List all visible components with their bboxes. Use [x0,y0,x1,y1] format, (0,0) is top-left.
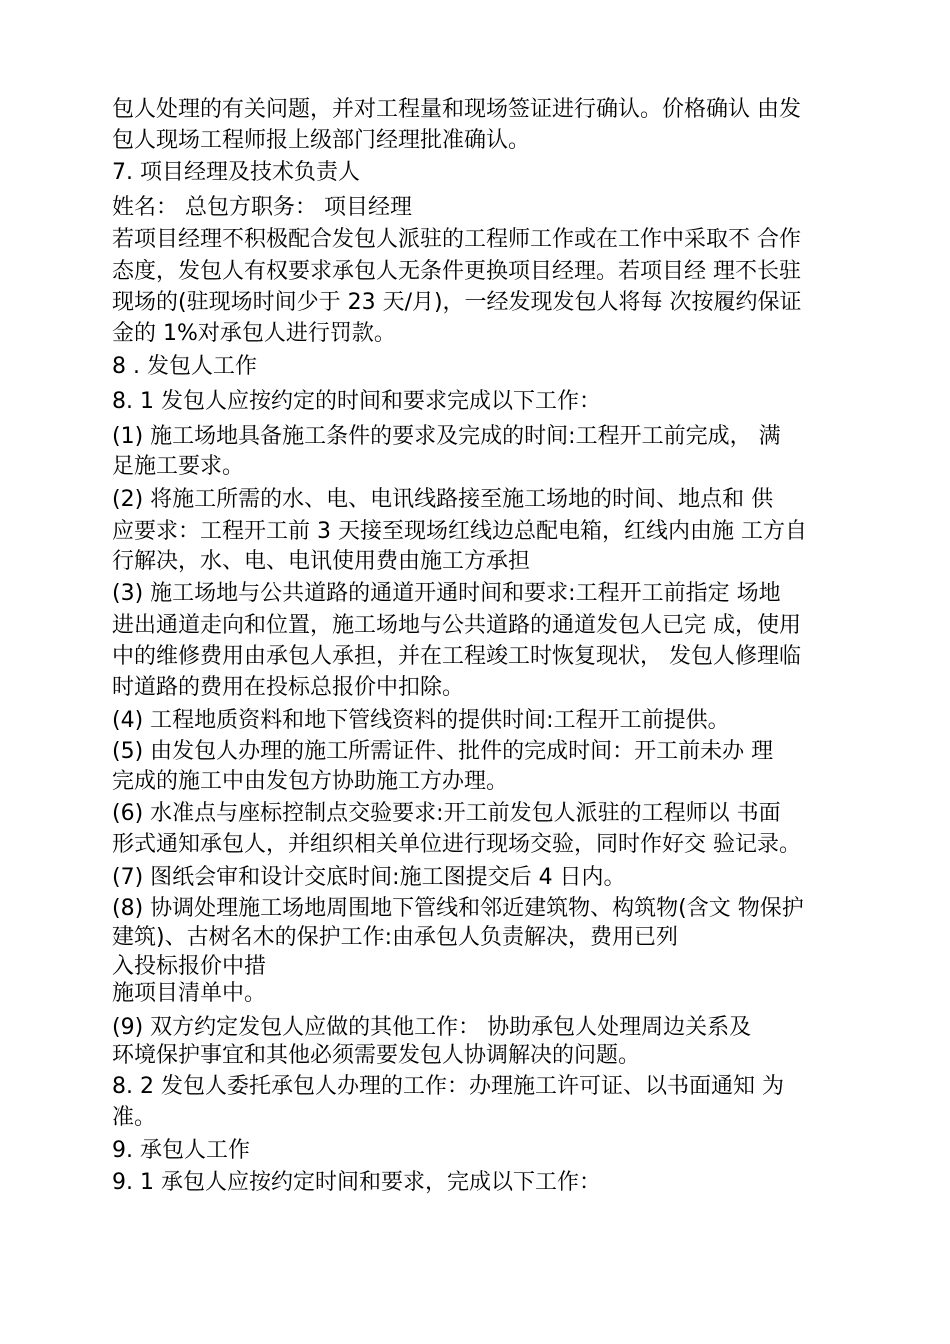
text-line-26: (8) 协调处理施工场地周围地下管线和邻近建筑物、构筑物(含文 物保护 [112,896,804,921]
text-line-4: 姓名： 总包方职务： 项目经理 [112,195,412,220]
section-heading-9: 9. 承包人工作 [112,1138,250,1163]
text-line-20: (4) 工程地质资料和地下管线资料的提供时间:工程开工前提供。 [112,708,730,733]
text-line-15: 行解决，水、电、电讯使用费由施工方承担 [112,549,531,574]
text-line-31: 环境保护事宜和其他必须需要发包人协调解决的问题。 [112,1043,641,1068]
text-line-17: 进出通道走向和位置，施工场地与公共道路的通道发包人已完 成，使用 [112,613,801,638]
text-line-13: (2) 将施工所需的水、电、电讯线路接至施工场地的时间、地点和 供 [112,487,774,512]
text-line-23: (6) 水准点与座标控制点交验要求:开工前发包人派驻的工程师以 书面 [112,801,781,826]
text-line-27: 建筑)、古树名木的保护工作:由承包人负责解决，费用已列 [112,925,678,950]
text-line-7: 现场的(驻现场时间少于 23 天/月)，一经发现发包人将每 次按履约保证 [112,290,802,315]
text-line-28: 入投标报价中措 [112,954,267,979]
text-line-32: 8. 2 发包人委托承包人办理的工作：办理施工许可证、以书面通知 为 [112,1074,784,1099]
text-line-5: 若项目经理不积极配合发包人派驻的工程师工作或在工作中采取不 合作 [112,227,801,252]
text-line-6: 态度，发包人有权要求承包人无条件更换项目经理。若项目经 理不长驻 [112,259,801,284]
text-line-1: 包人处理的有关问题，并对工程量和现场签证进行确认。价格确认 由发 [112,97,801,122]
text-line-22: 完成的施工中由发包方协助施工方办理。 [112,769,509,794]
text-line-33: 准。 [112,1105,157,1130]
text-line-25: (7) 图纸会审和设计交底时间:施工图提交后 4 日内。 [112,865,626,890]
text-line-30: (9) 双方约定发包人应做的其他工作： 协助承包人处理周边关系及 [112,1015,752,1040]
text-line-10: 8. 1 发包人应按约定的时间和要求完成以下工作： [112,389,601,414]
text-line-8: 金的 1%对承包人进行罚款。 [112,321,396,346]
text-line-2: 包人现场工程师报上级部门经理批准确认。 [112,128,531,153]
text-line-21: (5) 由发包人办理的施工所需证件、批件的完成时间：开工前未办 理 [112,739,774,764]
text-line-14: 应要求：工程开工前 3 天接至现场红线边总配电箱，红线内由施 工方自 [112,519,807,544]
text-line-24: 形式通知承包人，并组织相关单位进行现场交验，同时作好交 验记录。 [112,832,801,857]
text-line-19: 时道路的费用在投标总报价中扣除。 [112,675,465,700]
text-line-16: (3) 施工场地与公共道路的通道开通时间和要求:工程开工前指定 场地 [112,581,781,606]
section-heading-7: 7. 项目经理及技术负责人 [112,160,360,185]
text-line-12: 足施工要求。 [112,454,245,479]
text-line-18: 中的维修费用由承包人承担，并在工程竣工时恢复现状， 发包人修理临 [112,644,801,669]
section-heading-8: 8 . 发包人工作 [112,354,257,379]
text-line-35: 9. 1 承包人应按约定时间和要求，完成以下工作： [112,1170,601,1195]
text-line-29: 施项目清单中。 [112,981,267,1006]
text-line-11: (1) 施工场地具备施工条件的要求及完成的时间:工程开工前完成， 满 [112,424,781,449]
